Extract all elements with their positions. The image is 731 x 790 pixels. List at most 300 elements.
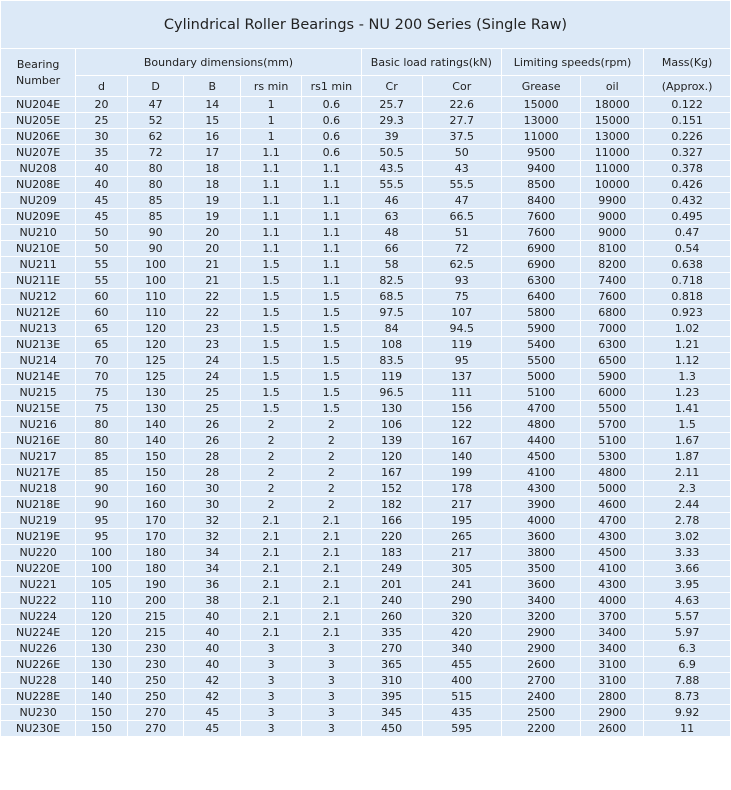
cell-cr: 249: [362, 561, 422, 576]
cell-mass: 6.9: [644, 657, 730, 672]
cell-D: 150: [128, 449, 184, 464]
cell-oil: 9000: [581, 225, 643, 240]
cell-rs-min: 2.1: [241, 529, 301, 544]
cell-B: 17: [184, 145, 240, 160]
cell-mass: 8.73: [644, 689, 730, 704]
cell-grease: 6300: [502, 273, 580, 288]
cell-oil: 2600: [581, 721, 643, 736]
cell-bearing-number: NU206E: [1, 129, 75, 144]
cell-mass: 0.495: [644, 209, 730, 224]
cell-cor: 435: [423, 705, 501, 720]
cell-B: 45: [184, 705, 240, 720]
table-row: [1, 465, 730, 480]
cell-d: 95: [76, 529, 127, 544]
cell-D: 80: [128, 177, 184, 192]
table-row: [1, 593, 730, 608]
cell-d: 30: [76, 129, 127, 144]
cell-B: 45: [184, 721, 240, 736]
cell-rs1-min: 2.1: [302, 561, 361, 576]
cell-cr: 240: [362, 593, 422, 608]
table-row: [1, 225, 730, 240]
cell-B: 38: [184, 593, 240, 608]
cell-grease: 4000: [502, 513, 580, 528]
cell-B: 23: [184, 337, 240, 352]
cell-grease: 11000: [502, 129, 580, 144]
cell-rs-min: 2.1: [241, 609, 301, 624]
cell-d: 85: [76, 449, 127, 464]
cell-rs1-min: 2.1: [302, 609, 361, 624]
header-load-ratings: Basic load ratings(kN): [362, 49, 501, 75]
cell-d: 140: [76, 689, 127, 704]
cell-D: 130: [128, 401, 184, 416]
cell-oil: 3400: [581, 641, 643, 656]
cell-mass: 1.02: [644, 321, 730, 336]
cell-d: 120: [76, 609, 127, 624]
cell-rs-min: 2: [241, 497, 301, 512]
header-rs1-min: rs1 min: [302, 76, 361, 96]
cell-oil: 6500: [581, 353, 643, 368]
cell-cr: 183: [362, 545, 422, 560]
cell-cr: 120: [362, 449, 422, 464]
cell-D: 100: [128, 273, 184, 288]
table-title: Cylindrical Roller Bearings - NU 200 Series (Single Raw): [1, 1, 730, 48]
cell-B: 21: [184, 273, 240, 288]
cell-d: 130: [76, 641, 127, 656]
cell-rs-min: 2.1: [241, 593, 301, 608]
cell-rs1-min: 1.5: [302, 289, 361, 304]
cell-bearing-number: NU204E: [1, 97, 75, 112]
cell-cr: 139: [362, 433, 422, 448]
table-row: [1, 401, 730, 416]
cell-rs-min: 2.1: [241, 625, 301, 640]
cell-bearing-number: NU211: [1, 257, 75, 272]
cell-oil: 4000: [581, 593, 643, 608]
cell-bearing-number: NU213: [1, 321, 75, 336]
cell-mass: 11: [644, 721, 730, 736]
cell-mass: 3.33: [644, 545, 730, 560]
cell-d: 50: [76, 225, 127, 240]
cell-cr: 130: [362, 401, 422, 416]
cell-bearing-number: NU210: [1, 225, 75, 240]
cell-D: 160: [128, 481, 184, 496]
cell-D: 215: [128, 609, 184, 624]
cell-B: 28: [184, 465, 240, 480]
cell-d: 90: [76, 497, 127, 512]
cell-oil: 8200: [581, 257, 643, 272]
cell-rs1-min: 2: [302, 481, 361, 496]
cell-d: 35: [76, 145, 127, 160]
cell-bearing-number: NU224: [1, 609, 75, 624]
cell-cor: 62.5: [423, 257, 501, 272]
table-row: [1, 577, 730, 592]
cell-oil: 4700: [581, 513, 643, 528]
cell-cor: 66.5: [423, 209, 501, 224]
cell-d: 55: [76, 257, 127, 272]
cell-d: 105: [76, 577, 127, 592]
table-row: [1, 305, 730, 320]
table-row: [1, 497, 730, 512]
table-row: [1, 145, 730, 160]
cell-mass: 6.3: [644, 641, 730, 656]
cell-grease: 3200: [502, 609, 580, 624]
cell-grease: 5900: [502, 321, 580, 336]
cell-cr: 201: [362, 577, 422, 592]
table-row: [1, 321, 730, 336]
cell-oil: 4800: [581, 465, 643, 480]
cell-B: 42: [184, 689, 240, 704]
table-row: [1, 513, 730, 528]
table-row: [1, 209, 730, 224]
cell-bearing-number: NU218: [1, 481, 75, 496]
cell-d: 80: [76, 417, 127, 432]
cell-cr: 220: [362, 529, 422, 544]
cell-mass: 3.02: [644, 529, 730, 544]
table-row: [1, 641, 730, 656]
cell-oil: 4100: [581, 561, 643, 576]
cell-mass: 5.97: [644, 625, 730, 640]
cell-D: 140: [128, 417, 184, 432]
cell-oil: 7000: [581, 321, 643, 336]
cell-oil: 4300: [581, 577, 643, 592]
cell-cr: 450: [362, 721, 422, 736]
cell-cor: 75: [423, 289, 501, 304]
cell-rs-min: 1.1: [241, 177, 301, 192]
cell-cr: 46: [362, 193, 422, 208]
cell-D: 120: [128, 321, 184, 336]
cell-rs-min: 2.1: [241, 577, 301, 592]
cell-oil: 4600: [581, 497, 643, 512]
cell-cor: 51: [423, 225, 501, 240]
cell-cr: 395: [362, 689, 422, 704]
cell-grease: 3900: [502, 497, 580, 512]
cell-B: 22: [184, 289, 240, 304]
cell-cor: 50: [423, 145, 501, 160]
cell-cor: 241: [423, 577, 501, 592]
cell-cor: 265: [423, 529, 501, 544]
cell-mass: 0.378: [644, 161, 730, 176]
cell-mass: 1.23: [644, 385, 730, 400]
cell-cor: 94.5: [423, 321, 501, 336]
cell-B: 32: [184, 513, 240, 528]
cell-cr: 43.5: [362, 161, 422, 176]
cell-mass: 1.21: [644, 337, 730, 352]
cell-D: 85: [128, 209, 184, 224]
cell-D: 270: [128, 705, 184, 720]
cell-grease: 5400: [502, 337, 580, 352]
cell-D: 270: [128, 721, 184, 736]
cell-mass: 1.3: [644, 369, 730, 384]
cell-cor: 595: [423, 721, 501, 736]
cell-bearing-number: NU205E: [1, 113, 75, 128]
cell-mass: 7.88: [644, 673, 730, 688]
cell-mass: 3.95: [644, 577, 730, 592]
cell-rs-min: 1.5: [241, 385, 301, 400]
cell-grease: 6400: [502, 289, 580, 304]
cell-bearing-number: NU217E: [1, 465, 75, 480]
cell-D: 230: [128, 641, 184, 656]
cell-cor: 37.5: [423, 129, 501, 144]
cell-D: 180: [128, 545, 184, 560]
cell-cr: 63: [362, 209, 422, 224]
cell-oil: 7400: [581, 273, 643, 288]
cell-grease: 4300: [502, 481, 580, 496]
cell-D: 47: [128, 97, 184, 112]
cell-cr: 48: [362, 225, 422, 240]
cell-rs-min: 2: [241, 433, 301, 448]
cell-B: 32: [184, 529, 240, 544]
cell-mass: 0.226: [644, 129, 730, 144]
cell-mass: 3.66: [644, 561, 730, 576]
cell-rs-min: 1.1: [241, 161, 301, 176]
table-row: [1, 193, 730, 208]
cell-grease: 2700: [502, 673, 580, 688]
cell-d: 45: [76, 193, 127, 208]
cell-cr: 39: [362, 129, 422, 144]
cell-oil: 8100: [581, 241, 643, 256]
cell-rs1-min: 2.1: [302, 545, 361, 560]
table-row: [1, 353, 730, 368]
cell-mass: 0.432: [644, 193, 730, 208]
cell-mass: 2.44: [644, 497, 730, 512]
table-row: [1, 625, 730, 640]
cell-rs1-min: 3: [302, 689, 361, 704]
cell-B: 20: [184, 241, 240, 256]
cell-D: 52: [128, 113, 184, 128]
cell-rs1-min: 1.1: [302, 177, 361, 192]
cell-B: 15: [184, 113, 240, 128]
cell-D: 90: [128, 241, 184, 256]
cell-d: 85: [76, 465, 127, 480]
cell-bearing-number: NU224E: [1, 625, 75, 640]
cell-grease: 5500: [502, 353, 580, 368]
cell-D: 125: [128, 353, 184, 368]
cell-B: 25: [184, 401, 240, 416]
header-D: D: [128, 76, 184, 96]
cell-cr: 25.7: [362, 97, 422, 112]
cell-d: 50: [76, 241, 127, 256]
cell-mass: 9.92: [644, 705, 730, 720]
cell-cor: 137: [423, 369, 501, 384]
table-row: [1, 545, 730, 560]
cell-cor: 122: [423, 417, 501, 432]
cell-rs1-min: 1.5: [302, 305, 361, 320]
cell-cor: 72: [423, 241, 501, 256]
cell-bearing-number: NU209E: [1, 209, 75, 224]
cell-D: 130: [128, 385, 184, 400]
cell-cor: 217: [423, 545, 501, 560]
cell-d: 100: [76, 545, 127, 560]
cell-D: 200: [128, 593, 184, 608]
cell-grease: 2600: [502, 657, 580, 672]
cell-cr: 335: [362, 625, 422, 640]
cell-B: 21: [184, 257, 240, 272]
cell-cor: 55.5: [423, 177, 501, 192]
cell-grease: 3600: [502, 529, 580, 544]
cell-rs1-min: 2: [302, 449, 361, 464]
cell-cor: 455: [423, 657, 501, 672]
cell-B: 30: [184, 497, 240, 512]
cell-cr: 82.5: [362, 273, 422, 288]
cell-grease: 3400: [502, 593, 580, 608]
cell-rs-min: 3: [241, 657, 301, 672]
table-row: [1, 241, 730, 256]
cell-grease: 8400: [502, 193, 580, 208]
cell-B: 40: [184, 609, 240, 624]
cell-cr: 106: [362, 417, 422, 432]
cell-cr: 365: [362, 657, 422, 672]
cell-cor: 27.7: [423, 113, 501, 128]
table-row: [1, 433, 730, 448]
cell-B: 19: [184, 193, 240, 208]
table-row: [1, 657, 730, 672]
cell-B: 14: [184, 97, 240, 112]
cell-rs-min: 1.1: [241, 193, 301, 208]
cell-cor: 305: [423, 561, 501, 576]
cell-D: 100: [128, 257, 184, 272]
cell-bearing-number: NU210E: [1, 241, 75, 256]
cell-bearing-number: NU207E: [1, 145, 75, 160]
cell-bearing-number: NU230E: [1, 721, 75, 736]
cell-rs-min: 1: [241, 97, 301, 112]
cell-D: 62: [128, 129, 184, 144]
cell-oil: 18000: [581, 97, 643, 112]
cell-cor: 107: [423, 305, 501, 320]
cell-grease: 4100: [502, 465, 580, 480]
cell-B: 24: [184, 353, 240, 368]
cell-B: 26: [184, 417, 240, 432]
cell-oil: 3100: [581, 657, 643, 672]
cell-oil: 3400: [581, 625, 643, 640]
cell-d: 75: [76, 385, 127, 400]
cell-mass: 5.57: [644, 609, 730, 624]
cell-d: 65: [76, 321, 127, 336]
cell-cr: 96.5: [362, 385, 422, 400]
cell-rs-min: 1.1: [241, 225, 301, 240]
cell-rs1-min: 0.6: [302, 97, 361, 112]
cell-rs1-min: 1.1: [302, 273, 361, 288]
cell-cr: 66: [362, 241, 422, 256]
cell-rs-min: 1.1: [241, 241, 301, 256]
cell-oil: 5100: [581, 433, 643, 448]
cell-rs-min: 3: [241, 673, 301, 688]
cell-D: 150: [128, 465, 184, 480]
cell-D: 215: [128, 625, 184, 640]
cell-B: 30: [184, 481, 240, 496]
cell-rs1-min: 3: [302, 721, 361, 736]
cell-cor: 199: [423, 465, 501, 480]
cell-cr: 310: [362, 673, 422, 688]
cell-rs1-min: 1.5: [302, 385, 361, 400]
table-row: [1, 561, 730, 576]
cell-bearing-number: NU213E: [1, 337, 75, 352]
cell-D: 170: [128, 529, 184, 544]
cell-rs1-min: 1.1: [302, 161, 361, 176]
cell-cor: 320: [423, 609, 501, 624]
cell-oil: 3100: [581, 673, 643, 688]
header-d: d: [76, 76, 127, 96]
cell-B: 40: [184, 625, 240, 640]
cell-rs1-min: 1.1: [302, 225, 361, 240]
cell-D: 170: [128, 513, 184, 528]
cell-bearing-number: NU228: [1, 673, 75, 688]
cell-bearing-number: NU212E: [1, 305, 75, 320]
cell-oil: 4300: [581, 529, 643, 544]
cell-rs-min: 1.5: [241, 305, 301, 320]
cell-rs1-min: 1.1: [302, 193, 361, 208]
cell-cr: 166: [362, 513, 422, 528]
cell-rs1-min: 1.1: [302, 241, 361, 256]
table-row: [1, 385, 730, 400]
cell-oil: 7600: [581, 289, 643, 304]
cell-rs-min: 1.5: [241, 321, 301, 336]
cell-rs-min: 1: [241, 129, 301, 144]
cell-d: 75: [76, 401, 127, 416]
cell-rs-min: 2: [241, 465, 301, 480]
cell-bearing-number: NU220: [1, 545, 75, 560]
cell-rs1-min: 2.1: [302, 577, 361, 592]
cell-rs-min: 1: [241, 113, 301, 128]
cell-bearing-number: NU226: [1, 641, 75, 656]
cell-rs1-min: 2.1: [302, 513, 361, 528]
cell-grease: 2200: [502, 721, 580, 736]
cell-d: 60: [76, 305, 127, 320]
cell-bearing-number: NU214: [1, 353, 75, 368]
cell-cr: 50.5: [362, 145, 422, 160]
cell-cr: 55.5: [362, 177, 422, 192]
cell-cor: 43: [423, 161, 501, 176]
cell-rs1-min: 1.5: [302, 401, 361, 416]
cell-rs1-min: 0.6: [302, 145, 361, 160]
cell-rs1-min: 1.5: [302, 369, 361, 384]
cell-d: 150: [76, 705, 127, 720]
cell-bearing-number: NU216E: [1, 433, 75, 448]
cell-B: 26: [184, 433, 240, 448]
cell-grease: 3500: [502, 561, 580, 576]
cell-bearing-number: NU208: [1, 161, 75, 176]
cell-oil: 5300: [581, 449, 643, 464]
header-limiting-speeds: Limiting speeds(rpm): [502, 49, 643, 75]
cell-cor: 156: [423, 401, 501, 416]
cell-rs1-min: 3: [302, 673, 361, 688]
cell-D: 72: [128, 145, 184, 160]
cell-oil: 9900: [581, 193, 643, 208]
table-row: [1, 417, 730, 432]
cell-d: 55: [76, 273, 127, 288]
cell-bearing-number: NU209: [1, 193, 75, 208]
cell-rs-min: 3: [241, 721, 301, 736]
cell-cr: 260: [362, 609, 422, 624]
cell-D: 90: [128, 225, 184, 240]
cell-d: 120: [76, 625, 127, 640]
cell-mass: 0.122: [644, 97, 730, 112]
cell-d: 40: [76, 161, 127, 176]
cell-B: 19: [184, 209, 240, 224]
cell-grease: 2900: [502, 625, 580, 640]
cell-D: 120: [128, 337, 184, 352]
cell-B: 25: [184, 385, 240, 400]
cell-grease: 3600: [502, 577, 580, 592]
cell-rs-min: 2.1: [241, 561, 301, 576]
cell-rs1-min: 2: [302, 433, 361, 448]
header-boundary-dimensions: Boundary dimensions(mm): [76, 49, 361, 75]
cell-grease: 4800: [502, 417, 580, 432]
cell-rs1-min: 0.6: [302, 113, 361, 128]
cell-oil: 9000: [581, 209, 643, 224]
cell-cor: 140: [423, 449, 501, 464]
cell-grease: 8500: [502, 177, 580, 192]
cell-bearing-number: NU220E: [1, 561, 75, 576]
header-approx: (Approx.): [644, 76, 730, 96]
